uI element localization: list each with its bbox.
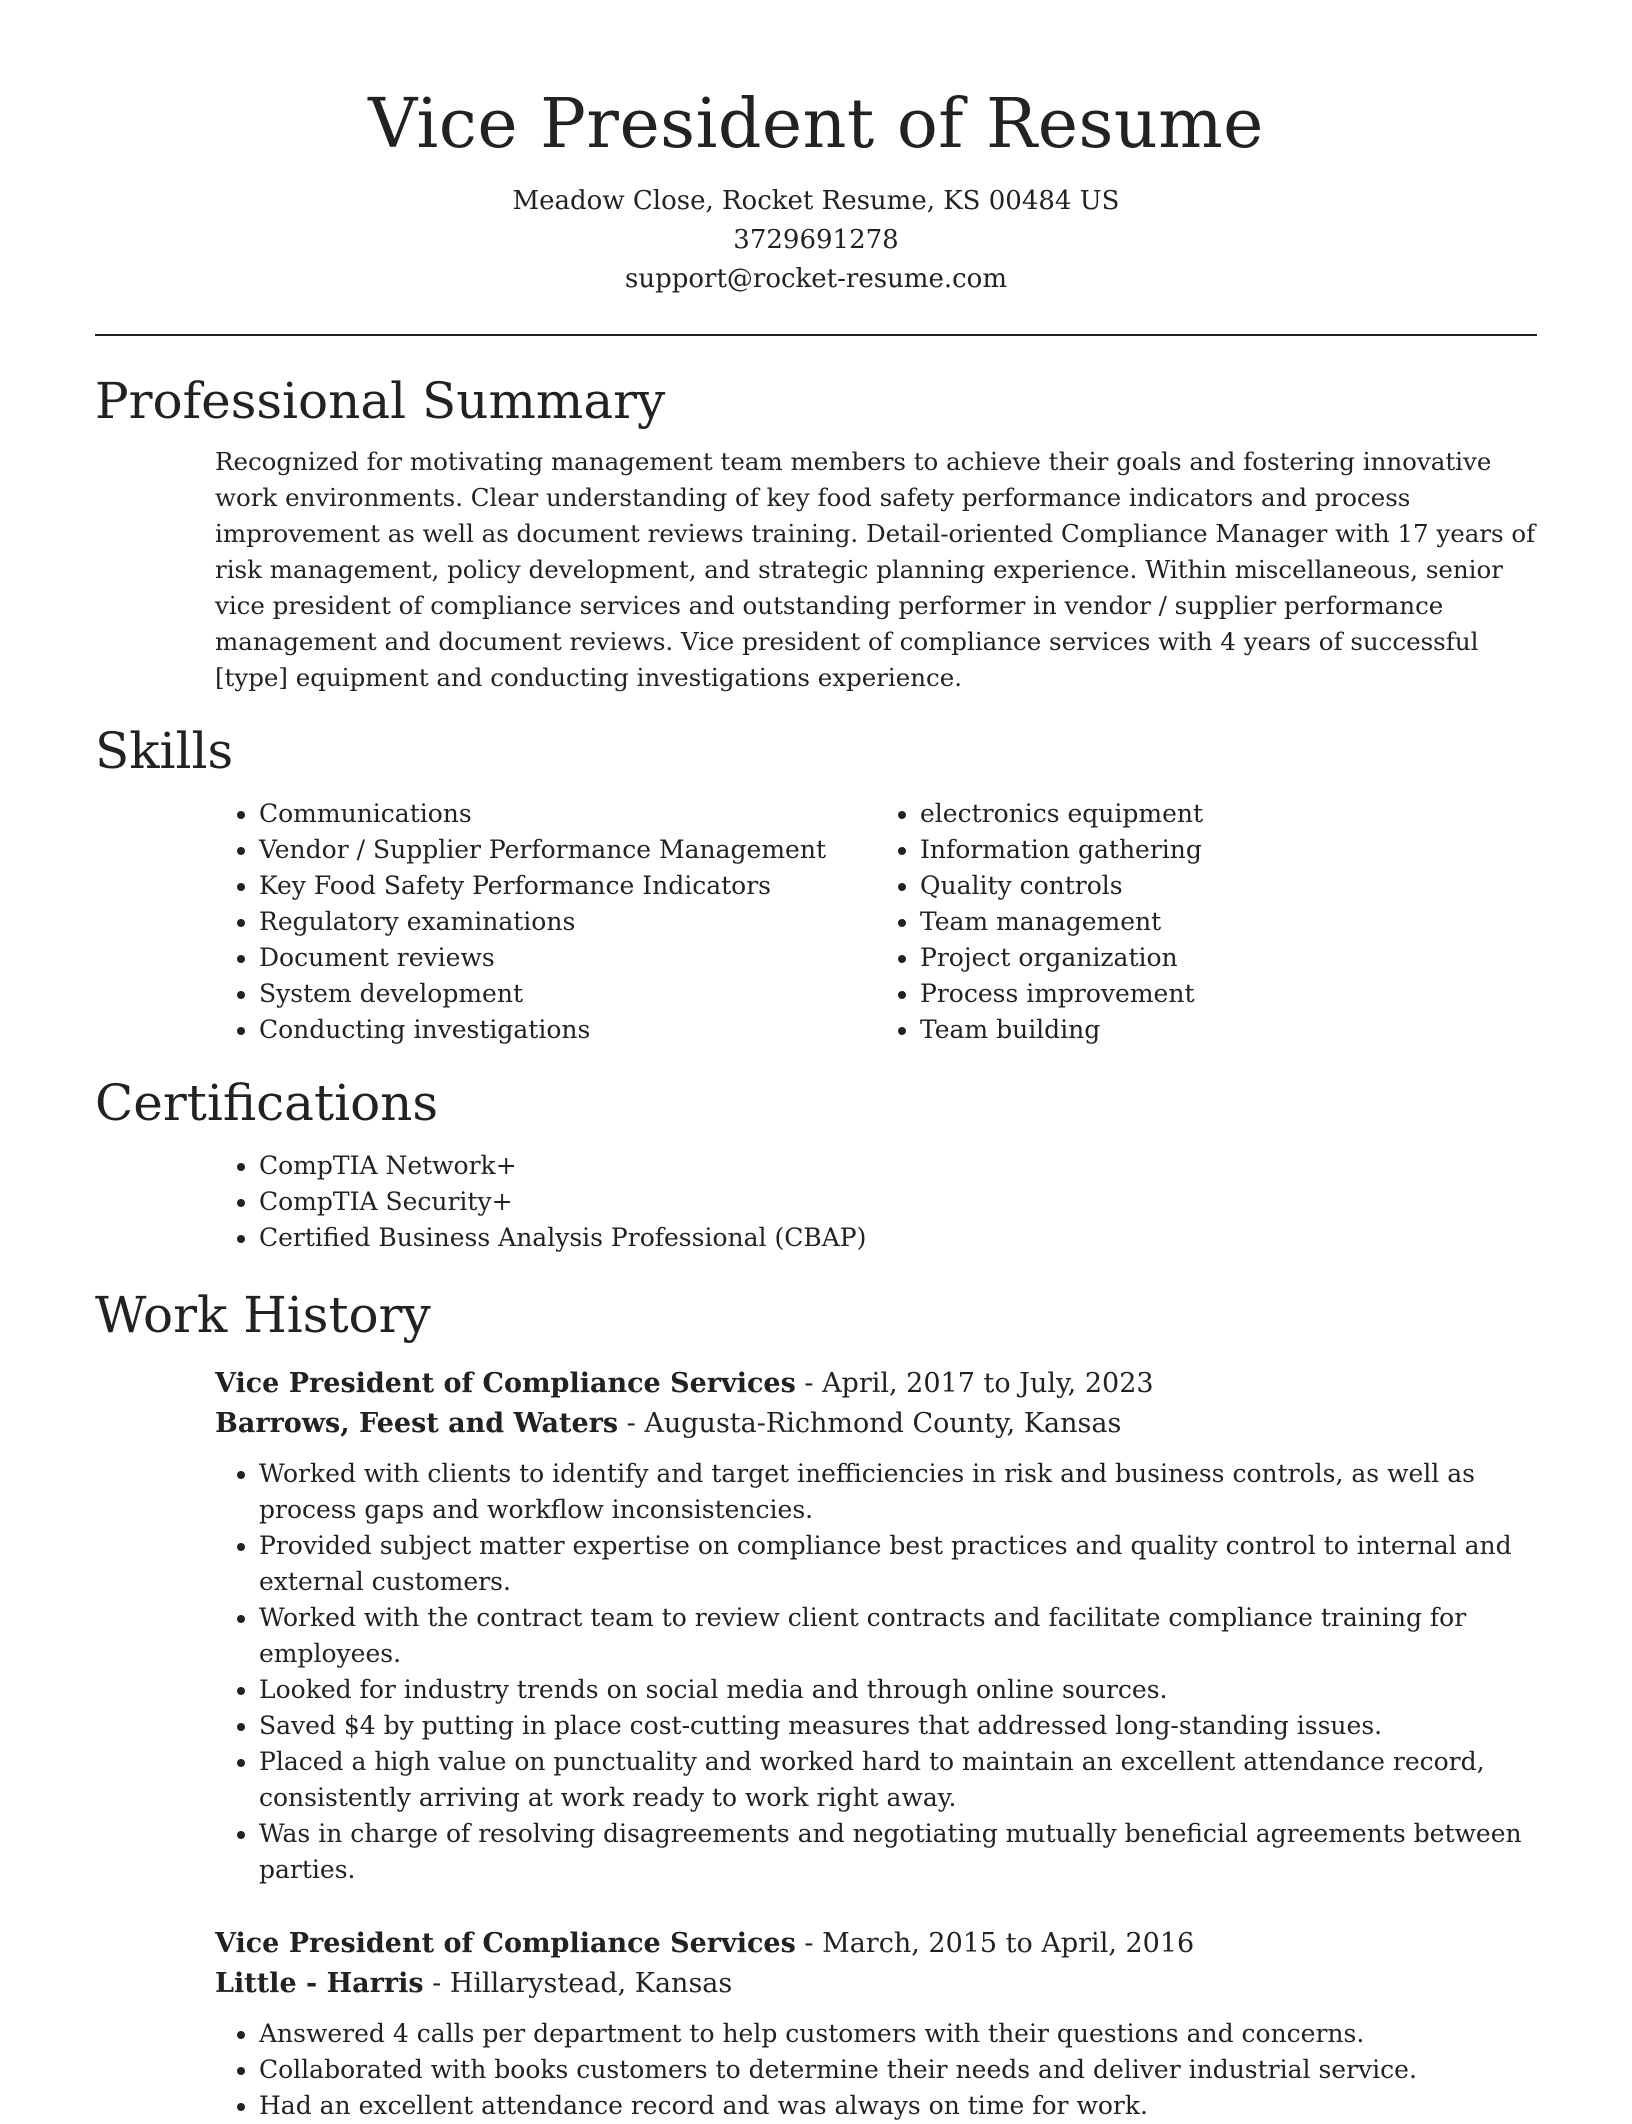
- skills-heading: Skills: [95, 722, 234, 780]
- job-bullet: • Worked with the contract team to review client contracts and facilitate compliance training for employees.: [259, 1600, 1537, 1672]
- separator: -: [618, 1408, 645, 1439]
- job-bullet: • Looked for industry trends on social media and through online sources.: [259, 1672, 1537, 1708]
- job-bullets: [215, 1456, 1537, 1888]
- contact-block: [95, 182, 1537, 299]
- skill-item: • Document reviews: [259, 940, 876, 976]
- summary-text: Recognized for motivating management team members to achieve their goals and fostering innovative work environments. Clear understanding of key food safety performance indicators and process improvement as well as document reviews training. Detail-oriented Compliance Manager with 17 years of risk management, policy development, and strategic planning experience. Within miscellaneous, senior vice president of compliance services and outstanding performer in vendor / supplier performance management and document reviews. Vice president of compliance services with 4 years of successful [type] equipment and conducting investigations experience.: [215, 447, 1536, 692]
- job-title: Vice President of Compliance Services: [215, 1368, 796, 1399]
- job-location: Augusta-Richmond County, Kansas: [644, 1408, 1122, 1439]
- job-bullet: • Answered 4 calls per department to help customers with their questions and concerns.: [259, 2016, 1537, 2052]
- company-name: Little - Harris: [215, 1968, 424, 1999]
- skill-item: • Regulatory examinations: [259, 904, 876, 940]
- job-title: Vice President of Compliance Services: [215, 1928, 796, 1959]
- skill-item: • Conducting investigations: [259, 1012, 876, 1048]
- phone: 3729691278: [733, 225, 899, 255]
- job-title-line: [215, 1364, 1537, 1404]
- certification-item: • CompTIA Network+: [259, 1148, 1537, 1184]
- skill-item: • Project organization: [920, 940, 1537, 976]
- skill-item: • Process improvement: [920, 976, 1537, 1012]
- job-bullet: • Was in charge of resolving disagreements and negotiating mutually beneficial agreements between parties.: [259, 1816, 1537, 1888]
- separator: -: [795, 1368, 823, 1399]
- separator: -: [423, 1968, 450, 1999]
- skills-column-right: [891, 796, 1537, 1048]
- job-dates: March, 2015 to April, 2016: [822, 1928, 1195, 1959]
- skills-list: [95, 796, 1537, 1048]
- certification-item: • CompTIA Security+: [259, 1184, 1537, 1220]
- work-history-heading: Work History: [95, 1286, 431, 1344]
- job-bullet: • Saved $4 by putting in place cost-cutting measures that addressed long-standing issues.: [259, 1708, 1537, 1744]
- resume-header: [95, 80, 1537, 299]
- job-bullets: [215, 2016, 1537, 2124]
- job-company-line: [215, 1404, 1537, 1444]
- skill-item: • Key Food Safety Performance Indicators: [259, 868, 876, 904]
- job-entry: [215, 1364, 1537, 1888]
- skill-item: • Team building: [920, 1012, 1537, 1048]
- candidate-name: Vice President of Resume: [368, 85, 1264, 164]
- job-company-line: [215, 1964, 1537, 2004]
- skills-column-left: [95, 796, 876, 1048]
- job-location: Hillarystead, Kansas: [449, 1968, 733, 1999]
- certifications-heading: Certifications: [95, 1074, 439, 1132]
- skill-item: • Information gathering: [920, 832, 1537, 868]
- address: Meadow Close, Rocket Resume, KS 00484 US: [512, 186, 1120, 216]
- job-title-line: [215, 1924, 1537, 1964]
- header-divider: [95, 334, 1537, 336]
- job-bullet: • Provided subject matter expertise on compliance best practices and quality control to internal and external customers.: [259, 1528, 1537, 1600]
- job-entry: [215, 1924, 1537, 2124]
- job-dates: April, 2017 to July, 2023: [822, 1368, 1154, 1399]
- job-bullet: • Worked with clients to identify and target inefficiencies in risk and business controls, as well as process gaps and workflow inconsistencies.: [259, 1456, 1537, 1528]
- skill-item: • Team management: [920, 904, 1537, 940]
- skill-item: • Communications: [259, 796, 876, 832]
- summary-heading: Professional Summary: [95, 372, 666, 430]
- separator: -: [795, 1928, 823, 1959]
- company-name: Barrows, Feest and Waters: [215, 1408, 619, 1439]
- job-bullet: • Placed a high value on punctuality and worked hard to maintain an excellent attendance record, consistently arriving at work ready to work right away.: [259, 1744, 1537, 1816]
- email: support@rocket-resume.com: [624, 264, 1007, 294]
- job-bullet: • Had an excellent attendance record and was always on time for work.: [259, 2088, 1537, 2124]
- certification-item: • Certified Business Analysis Professional (CBAP): [259, 1220, 1537, 1256]
- resume-page: [95, 80, 1537, 2124]
- job-bullet: • Collaborated with books customers to determine their needs and deliver industrial service.: [259, 2052, 1537, 2088]
- certifications-list: [95, 1148, 1537, 1256]
- skill-item: • Vendor / Supplier Performance Management: [259, 832, 876, 868]
- skill-item: • Quality controls: [920, 868, 1537, 904]
- skill-item: • electronics equipment: [920, 796, 1537, 832]
- skill-item: • System development: [259, 976, 876, 1012]
